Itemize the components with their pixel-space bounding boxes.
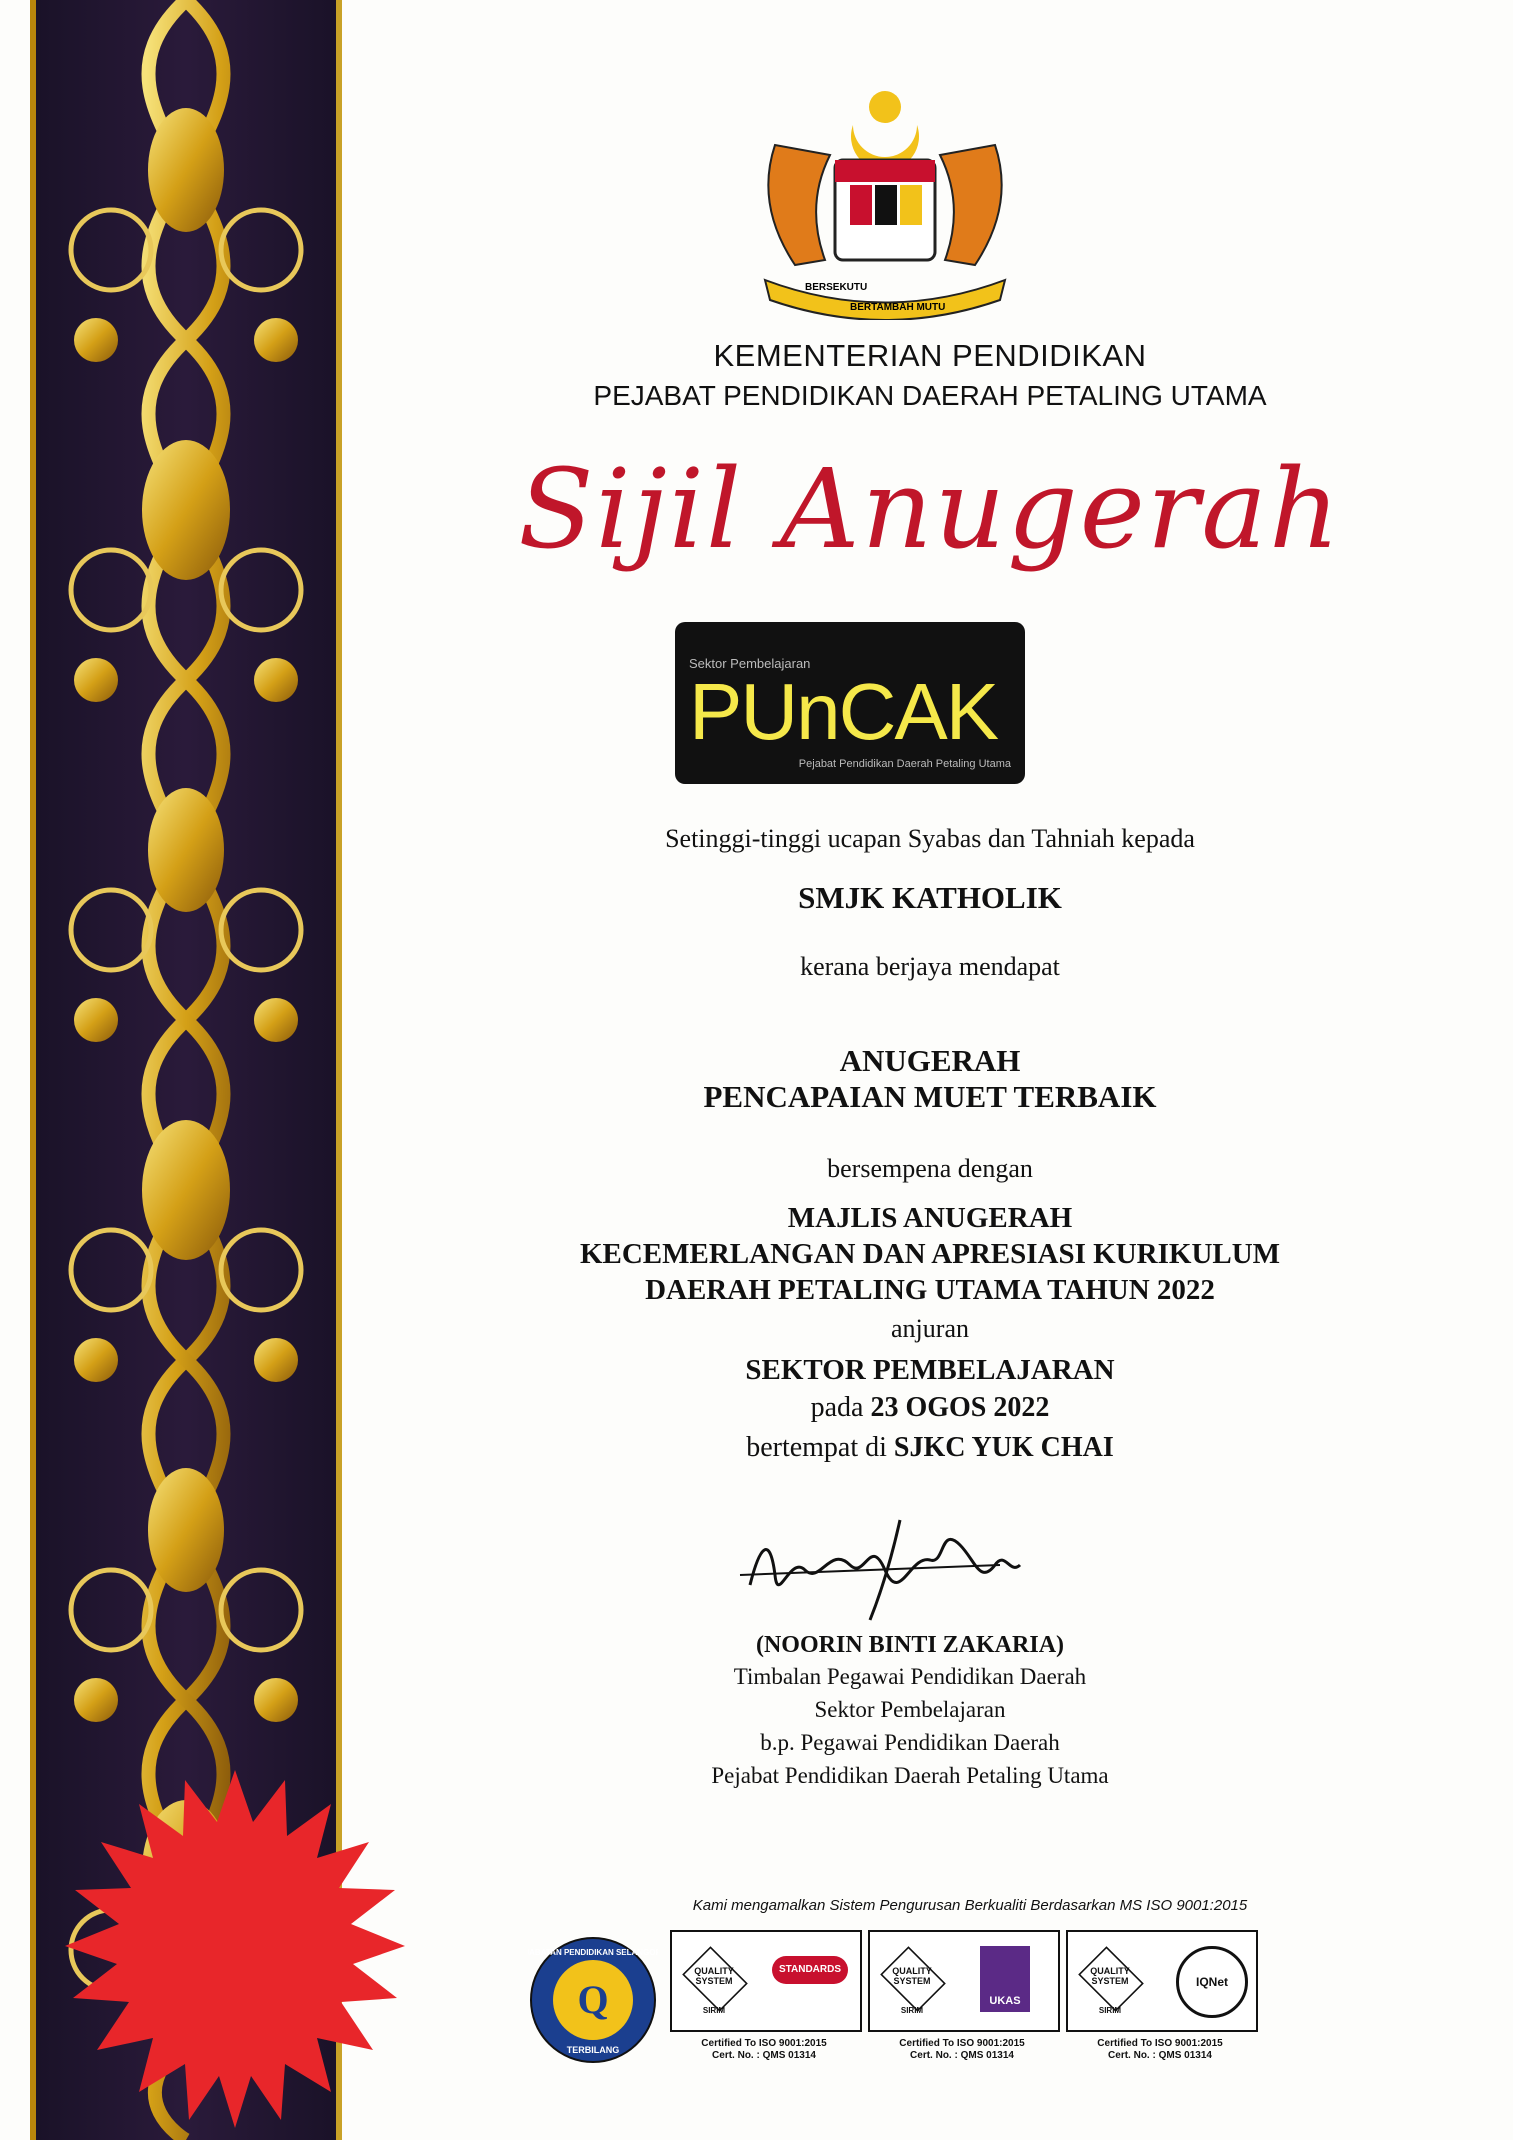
- reason-text: kerana berjaya mendapat: [800, 952, 1060, 981]
- svg-text:JABATAN PENDIDIKAN SELANGOR: JABATAN PENDIDIKAN SELANGOR: [528, 1948, 658, 1957]
- greeting-text: Setinggi-tinggi ucapan Syabas dan Tahniah kepada: [665, 824, 1195, 853]
- signatory-title-4: Pejabat Pendidikan Daerah Petaling Utama: [711, 1763, 1109, 1788]
- quality-badge-caption: Certified To ISO 9001:2015 Cert. No. : QMS 01314: [899, 2038, 1025, 2061]
- svg-text:Q: Q: [577, 1977, 609, 2022]
- award-line-2: PENCAPAIAN MUET TERBAIK: [703, 1079, 1157, 1114]
- logo-top-text: Sektor Pembelajaran: [689, 656, 811, 671]
- award-line-1: ANUGERAH: [839, 1043, 1021, 1078]
- signatory-title-3: b.p. Pegawai Pendidikan Daerah: [760, 1730, 1060, 1755]
- tiger-right-icon: [940, 145, 1002, 265]
- quality-badge-ukas: QUALITY SYSTEM SIRIM UKAS: [868, 1930, 1060, 2032]
- signatory-name: (NOORIN BINTI ZAKARIA): [755, 1632, 1065, 1658]
- quality-badge-iqnet: QUALITY SYSTEM SIRIM IQNet: [1066, 1930, 1258, 2032]
- logo-bottom-text: Pejabat Pendidikan Daerah Petaling Utama: [798, 758, 1011, 770]
- handwritten-signature: [600, 1515, 1220, 1625]
- national-crest: [735, 85, 1035, 320]
- date-prefix: pada: [810, 1392, 864, 1423]
- event-line-2: KECEMERLANGAN DAN APRESIASI KURIKULUM: [579, 1238, 1281, 1270]
- quality-note: Kami mengamalkan Sistem Pengurusan Berkualiti Berdasarkan MS ISO 9001:2015: [692, 1897, 1248, 1914]
- tiger-left-icon: [768, 145, 830, 265]
- quality-badge-standards: QUALITY SYSTEM SIRIM STANDARDS: [670, 1930, 862, 2032]
- occasion-intro: bersempena dengan: [827, 1154, 1033, 1183]
- venue-prefix: bertempat di: [746, 1432, 887, 1463]
- puncak-logo: [675, 622, 1025, 784]
- recipient-name: SMJK KATHOLIK: [798, 880, 1062, 915]
- quality-badge-caption: Certified To ISO 9001:2015 Cert. No. : QMS 01314: [1097, 2038, 1223, 2061]
- venue-line: [430, 1432, 1430, 1464]
- organizer-intro: anjuran: [891, 1314, 969, 1343]
- organizer-name: SEKTOR PEMBELAJARAN: [745, 1354, 1115, 1386]
- quality-badge-caption: Certified To ISO 9001:2015 Cert. No. : QMS 01314: [701, 2038, 827, 2061]
- venue-name: SJKC YUK CHAI: [893, 1432, 1114, 1463]
- signature-block: [600, 1515, 1220, 1792]
- jpn-selangor-seal: [528, 1935, 658, 2065]
- event-date: 23 OGOS 2022: [870, 1392, 1050, 1423]
- svg-text:BERTAMBAH MUTU: BERTAMBAH MUTU: [850, 302, 946, 313]
- certificate-title: Sijil Anugerah: [518, 445, 1342, 573]
- date-line: [430, 1392, 1430, 1424]
- ministry-name: KEMENTERIAN PENDIDIKAN: [713, 338, 1147, 373]
- red-seal-starburst: [55, 1770, 415, 2130]
- svg-text:TERBILANG: TERBILANG: [566, 2045, 620, 2055]
- motto-ribbon: [765, 280, 1005, 320]
- star-icon: [869, 91, 901, 123]
- signatory-title-1: Timbalan Pegawai Pendidikan Daerah: [733, 1664, 1087, 1689]
- svg-text:BERSEKUTU: BERSEKUTU: [805, 282, 868, 293]
- logo-main-text: PUnCAK: [689, 667, 998, 756]
- event-line-1: MAJLIS ANUGERAH: [787, 1202, 1073, 1234]
- office-name: PEJABAT PENDIDIKAN DAERAH PETALING UTAMA: [593, 380, 1267, 411]
- event-line-3: DAERAH PETALING UTAMA TAHUN 2022: [645, 1274, 1215, 1306]
- signatory-title-2: Sektor Pembelajaran: [814, 1697, 1006, 1722]
